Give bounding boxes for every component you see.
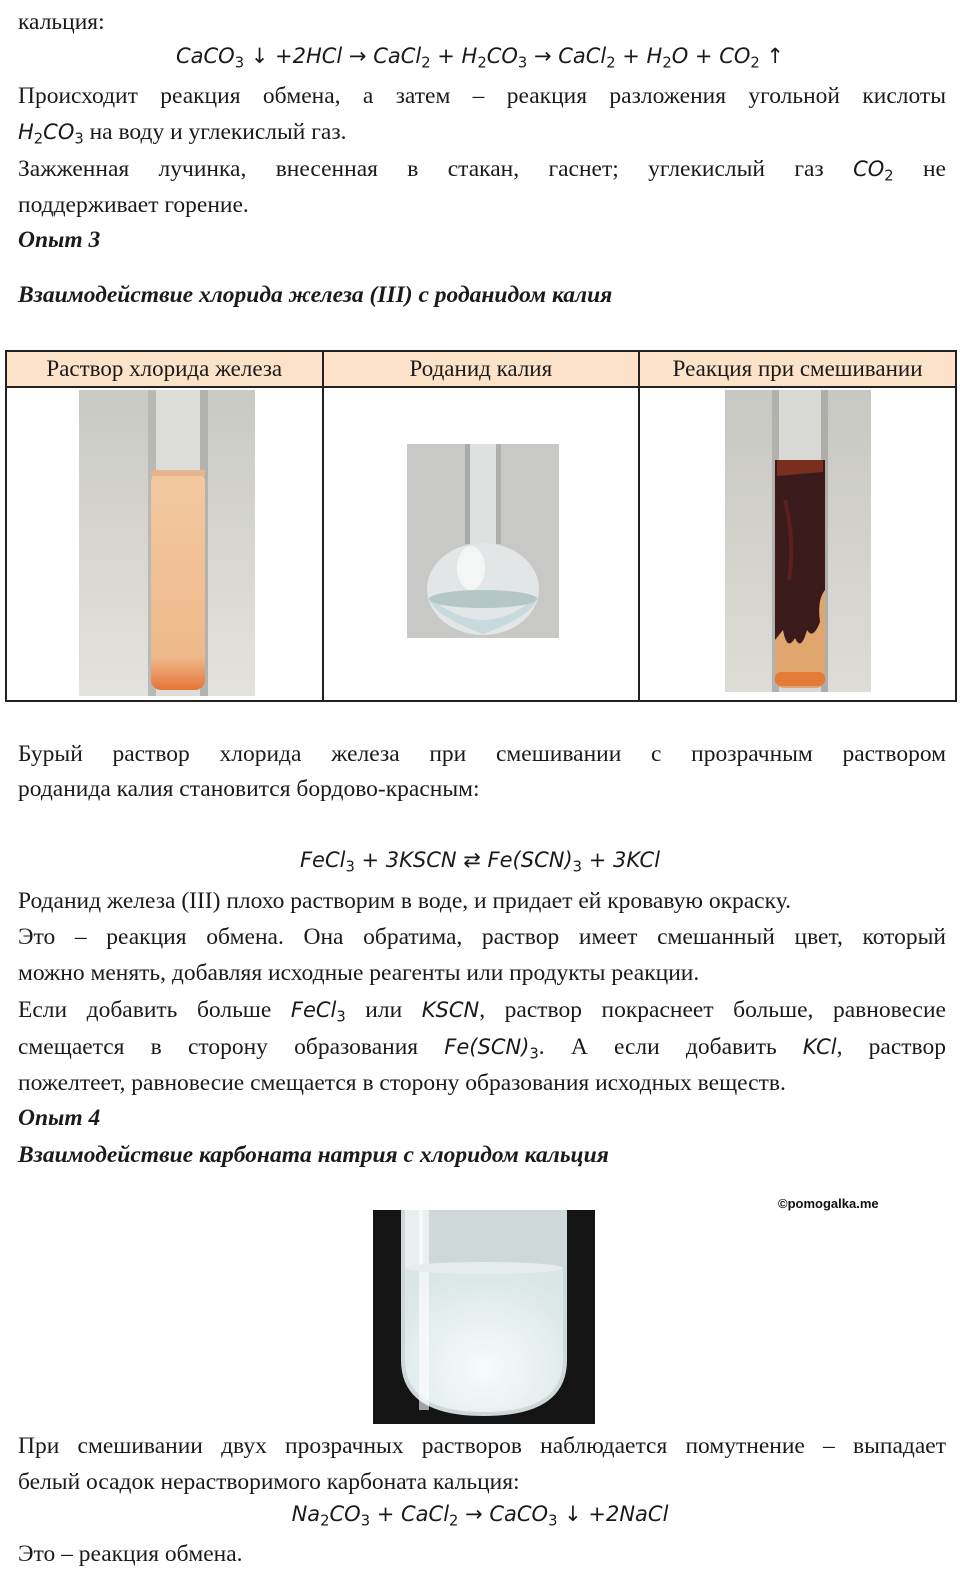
paragraph-exchange-line1: Происходит реакция обмена, а затем – реакция разложения угольной кислоты xyxy=(18,83,946,109)
paragraph-brown-solution-line2: роданида калия становится бордово-красным: xyxy=(18,776,480,802)
header-potassium-thiocyanate: Роданид калия xyxy=(323,351,640,387)
cell-iron-chloride-photo xyxy=(6,387,323,701)
experiment-4-title: Опыт 4 xyxy=(18,1105,101,1131)
paragraph-brown-solution-line1: Бурый раствор хлорида железа при смешивании с прозрачным раствором xyxy=(18,741,946,767)
header-iron-chloride: Раствор хлорида железа xyxy=(6,351,323,387)
mixing-tube-photo xyxy=(725,390,871,692)
intro-tail: кальция: xyxy=(18,9,105,35)
paragraph-reversible-line1: Это – реакция обмена. Она обратима, раствор имеет смешанный цвет, который xyxy=(18,924,946,950)
paragraph-equilibrium-line2: смещается в сторону образования $Fe(SCN)_3$. А если добавить KCl, раствор xyxy=(18,1034,946,1063)
paragraph-reversible-line2: можно менять, добавляя исходные реагенты или продукты реакции. xyxy=(18,960,700,986)
header-mixing-reaction: Реакция при смешивании xyxy=(639,351,956,387)
equation-na2co3-cacl2: $Na_2CO_3$ + CaCl$_2$ → CaCO$_3$ ↓ +2NaCl xyxy=(291,1502,669,1530)
paragraph-splinter-line2: поддерживает горение. xyxy=(18,192,249,218)
paragraph-equilibrium-line3: пожелтеет, равновесие смещается в сторону образования исходных веществ. xyxy=(18,1070,786,1096)
experiment-3-table xyxy=(5,350,957,702)
paragraph-thiocyanate-color: Роданид железа (III) плохо растворим в воде, и придает ей кровавую окраску. xyxy=(18,888,791,914)
iron-chloride-tube-photo xyxy=(79,390,255,696)
equation-caco3-hcl: CaCO$_3$ ↓ +2HCl → CaCl$_2$ + $H_2CO_3$ → CaCl$_2$ + $H_2O + CO_2$ ↑ xyxy=(175,44,785,72)
equation-fecl3-kscn: FeCl$_3$ + 3KSCN ⇄ $Fe(SCN)_3 + 3KCl$ xyxy=(299,848,661,876)
paragraph-precipitate-line1: При смешивании двух прозрачных растворов наблюдается помутнение – выпадает xyxy=(18,1433,946,1459)
watermark: ©pomogalka.me xyxy=(778,1196,879,1211)
paragraph-exchange-line2: $H_2CO_3$ на воду и углекислый газ. xyxy=(18,119,347,148)
thiocyanate-flask-photo xyxy=(407,444,559,638)
calcium-carbonate-tube-photo xyxy=(373,1210,595,1424)
paragraph-precipitate-line2: белый осадок нерастворимого карбоната кальция: xyxy=(18,1469,520,1495)
paragraph-splinter-line1: Зажженная лучинка, внесенная в стакан, гаснет; углекислый газ $CO_2$ не xyxy=(18,156,946,185)
cell-thiocyanate-photo xyxy=(323,387,640,701)
experiment-3-title: Опыт 3 xyxy=(18,227,101,253)
experiment-4-subtitle: Взаимодействие карбоната натрия с хлоридом кальция xyxy=(18,1142,609,1168)
paragraph-exchange-conclusion: Это – реакция обмена. xyxy=(18,1541,243,1567)
cell-mixing-photo xyxy=(639,387,956,701)
experiment-3-subtitle: Взаимодействие хлорида железа (III) с роданидом калия xyxy=(18,282,613,308)
paragraph-equilibrium-line1: Если добавить больше FeCl$_3$ или KSCN, раствор покраснеет больше, равновесие xyxy=(18,997,946,1026)
